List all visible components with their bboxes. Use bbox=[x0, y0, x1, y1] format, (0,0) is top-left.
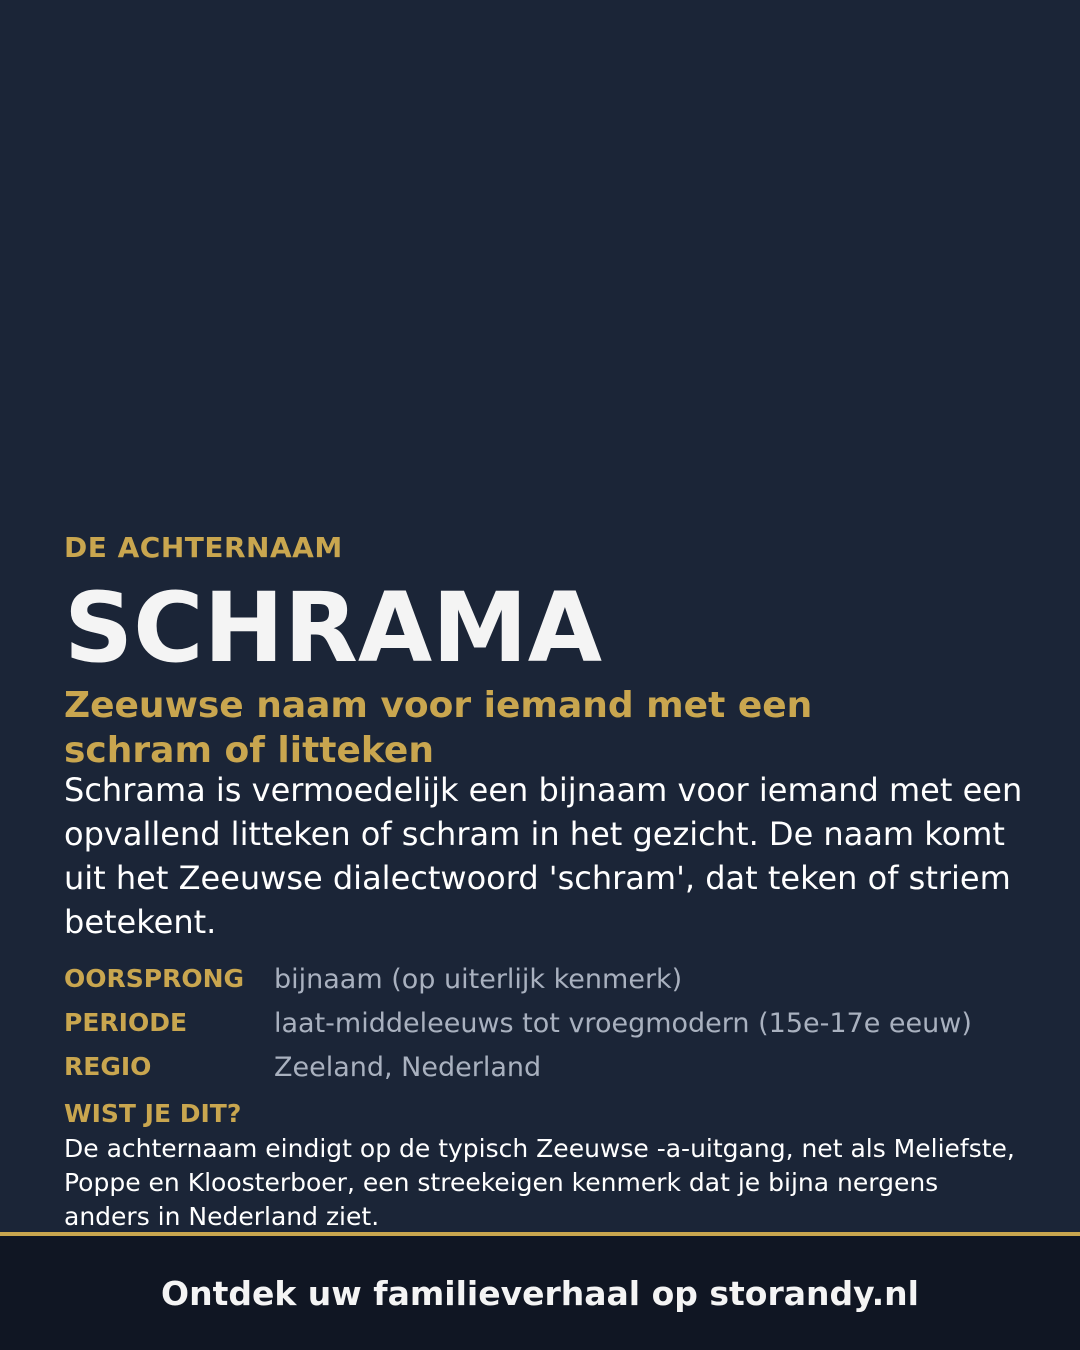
fact-value: Zeeland, Nederland bbox=[274, 1052, 542, 1083]
fact-row-region bbox=[64, 1048, 1024, 1092]
eyebrow-label: DE ACHTERNAAM bbox=[64, 531, 343, 564]
surname-tagline: Zeeuwse naam voor iemand met een schram of litteken bbox=[64, 685, 813, 771]
fact-value: laat-middeleeuws tot vroegmodern (15e-17e eeuw) bbox=[274, 1008, 972, 1039]
facts-list bbox=[64, 960, 1024, 1092]
footer-banner bbox=[0, 1236, 1080, 1350]
trivia-text: De achternaam eindigt op de typisch Zeeuwse -a-uitgang, net als Meliefste, Poppe en Kloosterboer, een streekeigen kenmerk dat je bijna nergens anders in Nederland ziet. bbox=[64, 1134, 1015, 1231]
fact-row-period bbox=[64, 1004, 1024, 1048]
fact-label: OORSPRONG bbox=[64, 964, 245, 993]
fact-label: PERIODE bbox=[64, 1008, 188, 1037]
footer-cta-text: Ontdek uw familieverhaal op storandy.nl bbox=[161, 1273, 919, 1313]
fact-label: REGIO bbox=[64, 1052, 152, 1081]
fact-row-origin bbox=[64, 960, 1024, 1004]
surname-description: Schrama is vermoedelijk een bijnaam voor iemand met een opvallend litteken of schram in het gezicht. De naam komt uit het Zeeuwse dialectwoord 'schram', dat teken of striem betekent. bbox=[64, 771, 1023, 941]
fact-value: bijnaam (op uiterlijk kenmerk) bbox=[274, 964, 683, 995]
surname-title: SCHRAMA bbox=[64, 572, 602, 684]
trivia-title: WIST JE DIT? bbox=[64, 1099, 242, 1128]
